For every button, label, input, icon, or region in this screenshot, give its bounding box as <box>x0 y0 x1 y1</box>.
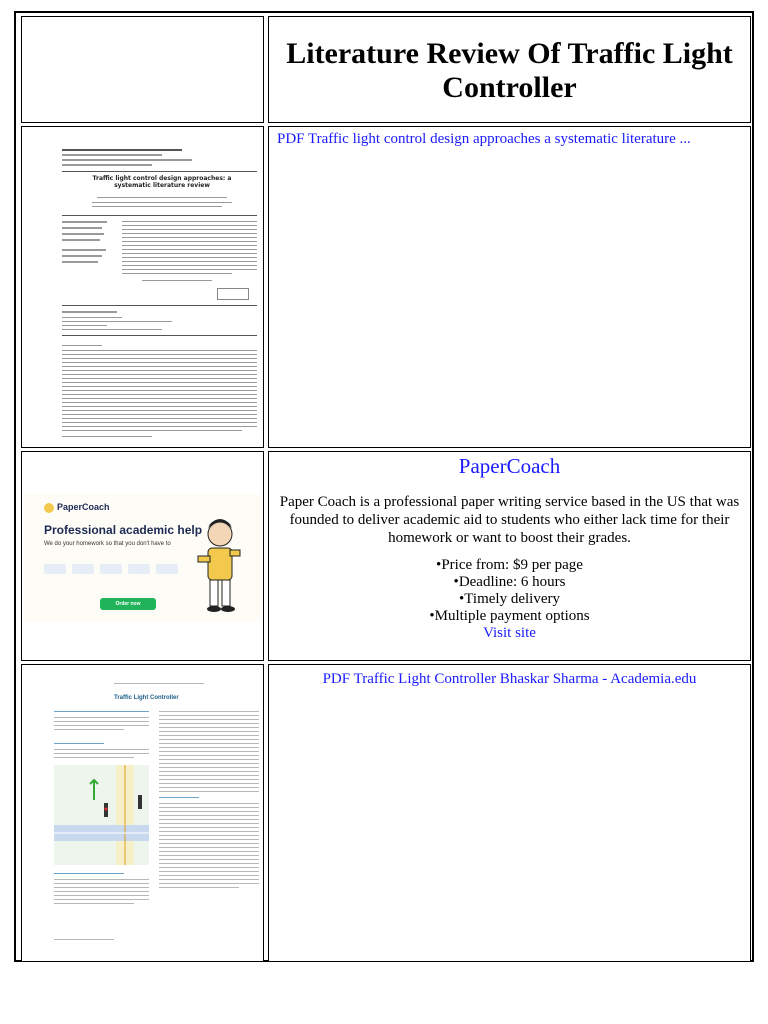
feature-payment: • Multiple payment options <box>269 608 750 625</box>
order-now-button[interactable]: Order now <box>100 598 156 610</box>
feature-badge-icon <box>156 564 178 574</box>
feature-deadline: • Deadline: 6 hours <box>269 574 750 591</box>
feature-badge-icon <box>128 564 150 574</box>
ad-subheadline: We do your homework so that you don't have to <box>44 541 171 547</box>
student-illustration-icon <box>190 516 250 616</box>
feature-list <box>269 557 750 625</box>
papercoach-ad-image[interactable] <box>21 451 264 661</box>
ad-logo-text: PaperCoach <box>57 502 110 512</box>
papercoach-cell <box>268 451 751 661</box>
ad-headline: Professional academic help <box>44 523 203 537</box>
feature-badge-icon <box>44 564 66 574</box>
paper-page-image <box>54 673 264 958</box>
thumb-title: Traffic light control design approaches: a systematic literature review <box>92 175 232 189</box>
empty-header-cell <box>21 16 264 123</box>
page-title: Literature Review Of Traffic Light Controller <box>286 37 733 104</box>
papercoach-title-link[interactable]: PaperCoach <box>458 454 561 478</box>
ad-logo <box>44 502 110 513</box>
visit-site-link[interactable]: Visit site <box>483 625 536 641</box>
feature-badge-icon <box>100 564 122 574</box>
result-link-2[interactable]: PDF Traffic Light Controller Bhaskar Sharma - Academia.edu <box>322 671 697 687</box>
feature-badge-icon <box>72 564 94 574</box>
intersection-diagram-icon <box>54 765 149 865</box>
logo-icon <box>44 503 54 513</box>
title-cell <box>268 16 751 123</box>
paper-page-image <box>62 139 262 439</box>
paper-thumbnail-1[interactable] <box>21 126 264 448</box>
page-table <box>14 11 754 962</box>
result-link-1[interactable]: PDF Traffic light control design approaches a systematic literature ... <box>277 131 691 147</box>
feature-timely: • Timely delivery <box>269 591 750 608</box>
paper-thumbnail-2[interactable] <box>21 664 264 962</box>
papercoach-description: Paper Coach is a professional paper writing service based in the US that was founded to deliver academic aid to students who either lack time for their homework or want to boost their grades. <box>279 494 740 546</box>
thumb-title: Traffic Light Controller <box>114 695 179 701</box>
feature-price: • Price from: $9 per page <box>269 557 750 574</box>
ad-banner <box>24 494 262 622</box>
result-cell-1 <box>268 126 751 448</box>
result-cell-2 <box>268 664 751 962</box>
